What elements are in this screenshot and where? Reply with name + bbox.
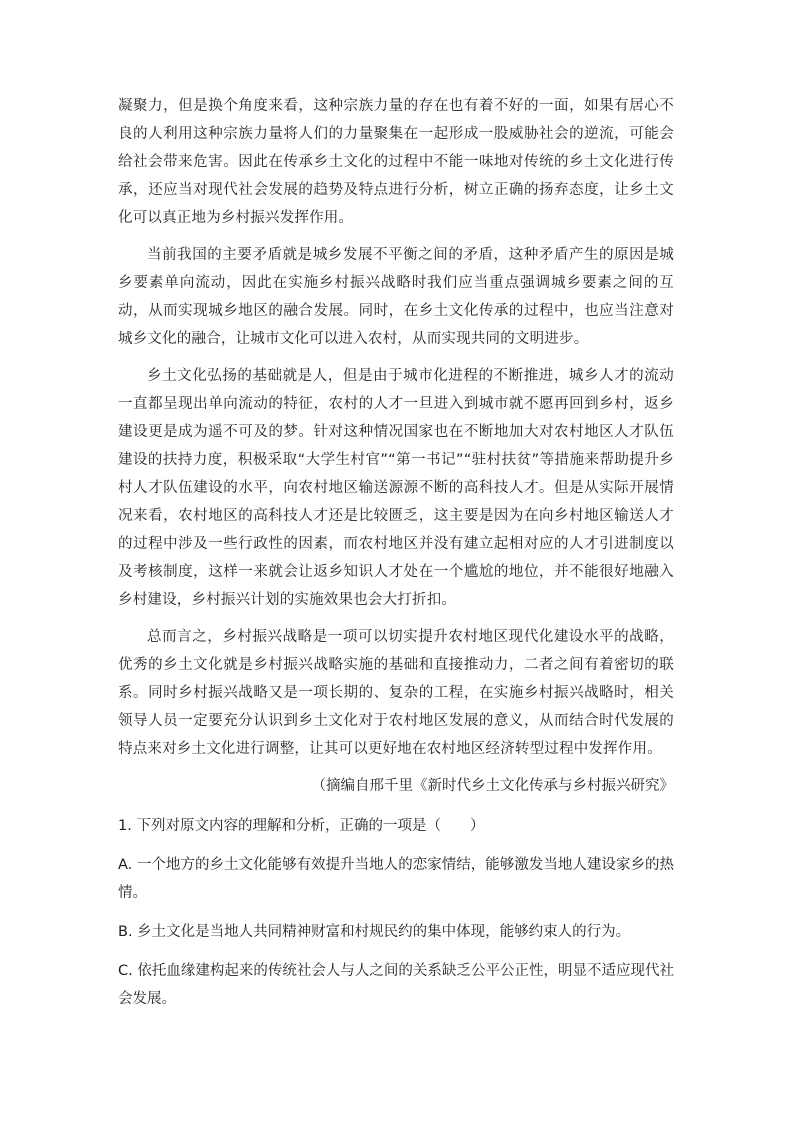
question-option-c: C. 依托血缘建构起来的传统社会人与人之间的关系缺乏公平公正性，明显不适应现代社会发展。 — [118, 963, 674, 1007]
question-option-b: B. 乡土文化是当地人共同精神财富和村规民约的集中体现，能够约束人的行为。 — [118, 924, 631, 940]
question-stem: 1. 下列对原文内容的理解和分析，正确的一项是（ ） — [118, 818, 485, 834]
article-paragraph-2: 当前我国的主要矛盾就是城乡发展不平衡之间的矛盾，这种矛盾产生的原因是城乡要素单向流动，因此在实施乡村振兴战略时我们应当重点强调城乡要素之间的互动，从而实现城乡地区的融合发展。同时，在乡土文化传承的过程中，也应当注意对城乡文化的融合，让城市文化可以进入农村，从而实现共同的文明进步。 — [118, 247, 674, 347]
document-page — [118, 92, 674, 1013]
article-paragraph-3: 乡土文化弘扬的基础就是人，但是由于城市化进程的不断推进，城乡人才的流动一直都呈现出单向流动的特征，农村的人才一旦进入到城市就不愿再回到乡村，返乡建设更是成为遥不可及的梦。针对这种情况国家也在不断地加大对农村地区人才队伍建设的扶持力度，积极采取“大学生村官”“第一书记”“驻村扶贫”等措施来帮助提升乡村人才队伍建设的水平，向农村地区输送源源不断的高科技人才。但是从实际开展情况来看，农村地区的高科技人才还是比较匮乏，这主要是因为在向乡村地区输送人才的过程中涉及一些行政性的因素，而农村地区并没有建立起相对应的人才引进制度以及考核制度，这样一来就会让返乡知识人才处在一个尴尬的地位，并不能很好地融入乡村建设，乡村振兴计划的实施效果也会大打折扣。 — [118, 368, 674, 608]
article-source: （摘编自邢千里《新时代乡土文化传承与乡村振兴研究》 — [311, 778, 674, 794]
article-paragraph-1: 凝聚力，但是换个角度来看，这种宗族力量的存在也有着不好的一面，如果有居心不良的人利用这种宗族力量将人们的力量聚集在一起形成一股威胁社会的逆流，可能会给社会带来危害。因此在传承乡土文化的过程中不能一味地对传统的乡土文化进行传承，还应当对现代社会发展的趋势及特点进行分析，树立正确的扬弃态度，让乡土文化可以真正地为乡村振兴发挥作用。 — [118, 98, 674, 226]
article-paragraph-4: 总而言之，乡村振兴战略是一项可以切实提升农村地区现代化建设水平的战略，优秀的乡土文化就是乡村振兴战略实施的基础和直接推动力，二者之间有着密切的联系。同时乡村振兴战略又是一项长期的、复杂的工程，在实施乡村振兴战略时，相关领导人员一定要充分认识到乡土文化对于农村地区发展的意义，从而结合时代发展的特点来对乡土文化进行调整，让其可以更好地在农村地区经济转型过程中发挥作用。 — [118, 629, 674, 757]
question-option-a: A. 一个地方的乡土文化能够有效提升当地人的恋家情结，能够激发当地人建设家乡的热情。 — [118, 857, 674, 901]
